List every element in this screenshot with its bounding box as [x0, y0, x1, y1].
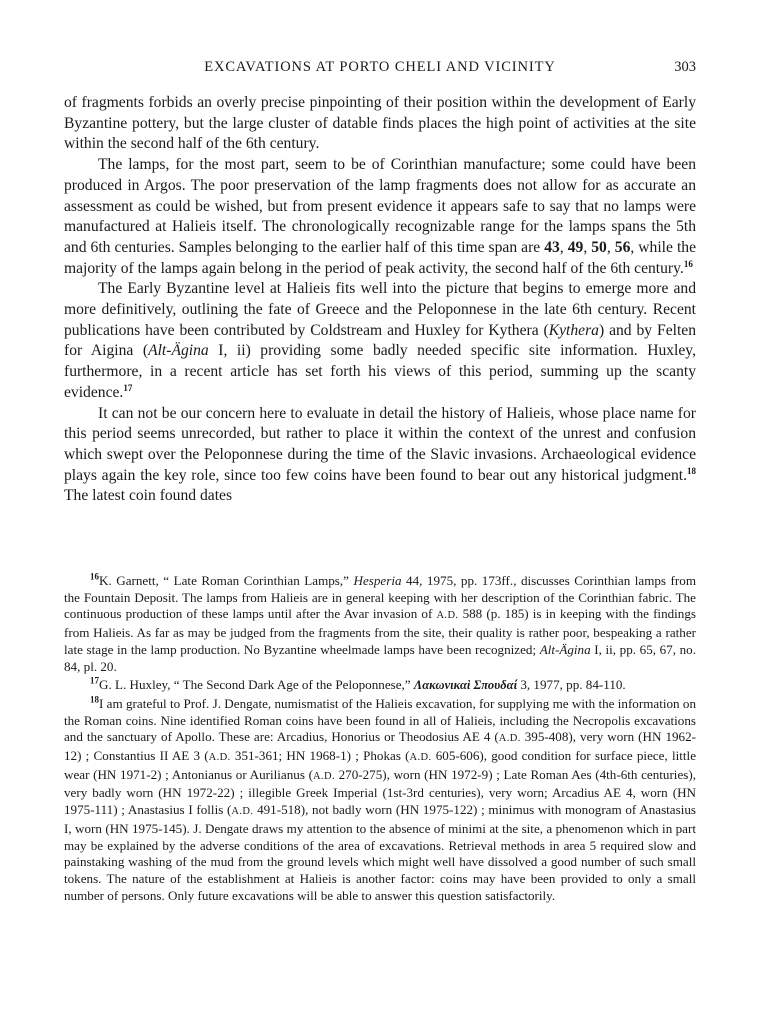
- footnote-16: $^{16}$K. Garnett, “ Late Roman Corinthian Lamps,” Hesperia 44, 1975, pp. 173ff., discusses Corinthian lamps from the Fountain Deposit. The lamps from Halieis are in general keeping with her description of the Corinthian fabric. The continuous production of these lamps until after the Avar invasion of A.D. 588 (p. 185) is in keeping with the findings from Halieis. As far as may be judged from the fragments from the site, their quality is rather poor, bespeaking a rather late stage in the lamp production. No Byzantine wheelmade lamps have been recognized; Alt-Ägina I, ii, pp. 65, 67, no. 84, pl. 20.: [64, 571, 696, 674]
- main-text: [64, 93, 696, 507]
- footnote-number: 18: [90, 694, 99, 705]
- sample-number: 56: [614, 238, 631, 256]
- sample-number: 43: [544, 238, 560, 256]
- footnote-number: 17: [90, 675, 99, 686]
- page-number: 303: [674, 59, 696, 75]
- paragraph-continuation: of fragments forbids an overly precise pinpointing of their position within the development of Early Byzantine pottery, but the large cluster of datable finds places the high point of activities at the site within the second half of the 6th century.: [64, 94, 696, 153]
- footnote-ref[interactable]: 17: [123, 382, 133, 393]
- paragraph-lamps: The lamps, for the most part, seem to be of Corinthian manufacture; some could have been produced in Argos. The poor preservation of the lamp fragments does not allow for as accurate an assessment as could be wished, but from present evidence it appears safe to say that no lamps were manufactured at Halieis itself. The chronologically recognizable range for the lamps spans the 5th and 6th centuries. Samples belonging to the earlier half of this time span are 43, 49, 50, 56, while the majority of the lamps again belong in the period of peak activity, the second half of the 6th century.$^{16}$: [64, 156, 696, 277]
- footnote-number: 16: [90, 571, 99, 582]
- footnote-18: $^{18}$I am grateful to Prof. J. Dengate, numismatist of the Halieis excavation, for supplying me with the information on the Roman coins. Nine identified Roman coins have been found in all of Halieis, including the Necropolis excavations and the sanctuary of Apollo. These are: Arcadius, Honorius or Theodosius AE 4 (A.D. 395-408), very worn (HN 1962-12) ; Constantius II AE 3 (A.D. 351-361; HN 1968-1) ; Phokas (A.D. 605-606), good condition for surface piece, little wear (HN 1971-2) ; Antonianus or Aurilianus (A.D. 270-275), worn (HN 1972-9) ; Late Roman Aes (4th-6th centuries), very badly worn (HN 1972-22) ; illegible Greek Imperial (1st-3rd centuries), very worn; Arcadius AE 4, worn (HN 1975-111) ; Anastasius I follis (A.D. 491-518), not badly worn (HN 1975-122) ; minimus with monogram of Anastasius I, worn (HN 1975-145). J. Dengate draws my attention to the absence of minimi at the site, a phenomenon which in part may be explained by the adverse conditions of the area of excavations. Retrieval methods in area 5 required slow and painstaking washing of the mud from the ground levels which might well have dissolved a good number of such small tokens. The nature of the establishment at Halieis is another factor: coins may have been provided to only a small number of persons. Only future excavations will be able to answer this question satisfactorily.: [64, 694, 696, 903]
- greek-journal-title: Λακωνικαὶ Σπουδαί: [413, 678, 518, 693]
- running-header: [64, 55, 696, 77]
- sample-number: 49: [567, 238, 584, 256]
- footnote-17: $^{17}$G. L. Huxley, “ The Second Dark Age of the Peloponnese,” Λακωνικαὶ Σπουδαί 3, 1977, pp. 84-110.: [90, 675, 626, 693]
- footnote-ref[interactable]: 16: [683, 258, 693, 269]
- footnotes: [64, 573, 696, 906]
- footnote-ref[interactable]: 18: [687, 465, 696, 476]
- paragraph-halieis-history: It can not be our concern here to evaluate in detail the history of Halieis, whose place name for this period seems unrecorded, but rather to place it within the context of the unrest and confusion which swept over the Peloponnese during the time of the Slavic invasions. Archaeological evidence plays again the key role, since too few coins have been found to bear out any historical judgment.$^{18}$ The latest coin found dates: [64, 404, 696, 505]
- paragraph-early-byzantine: The Early Byzantine level at Halieis fits well into the picture that begins to emerge more and more definitively, outlining the fate of Greece and the Peloponnese in the late 6th century. Recent publications have been contributed by Coldstream and Huxley for Kythera (Kythera) and by Felten for Aigina (Alt-Ägina I, ii) providing some badly needed specific site information. Huxley, furthermore, in a recent article has set forth his views of this period, summing up the scanty evidence.$^{17}$: [64, 280, 696, 401]
- sample-number: 50: [591, 238, 607, 256]
- running-title: EXCAVATIONS AT PORTO CHELI AND VICINITY: [204, 59, 556, 75]
